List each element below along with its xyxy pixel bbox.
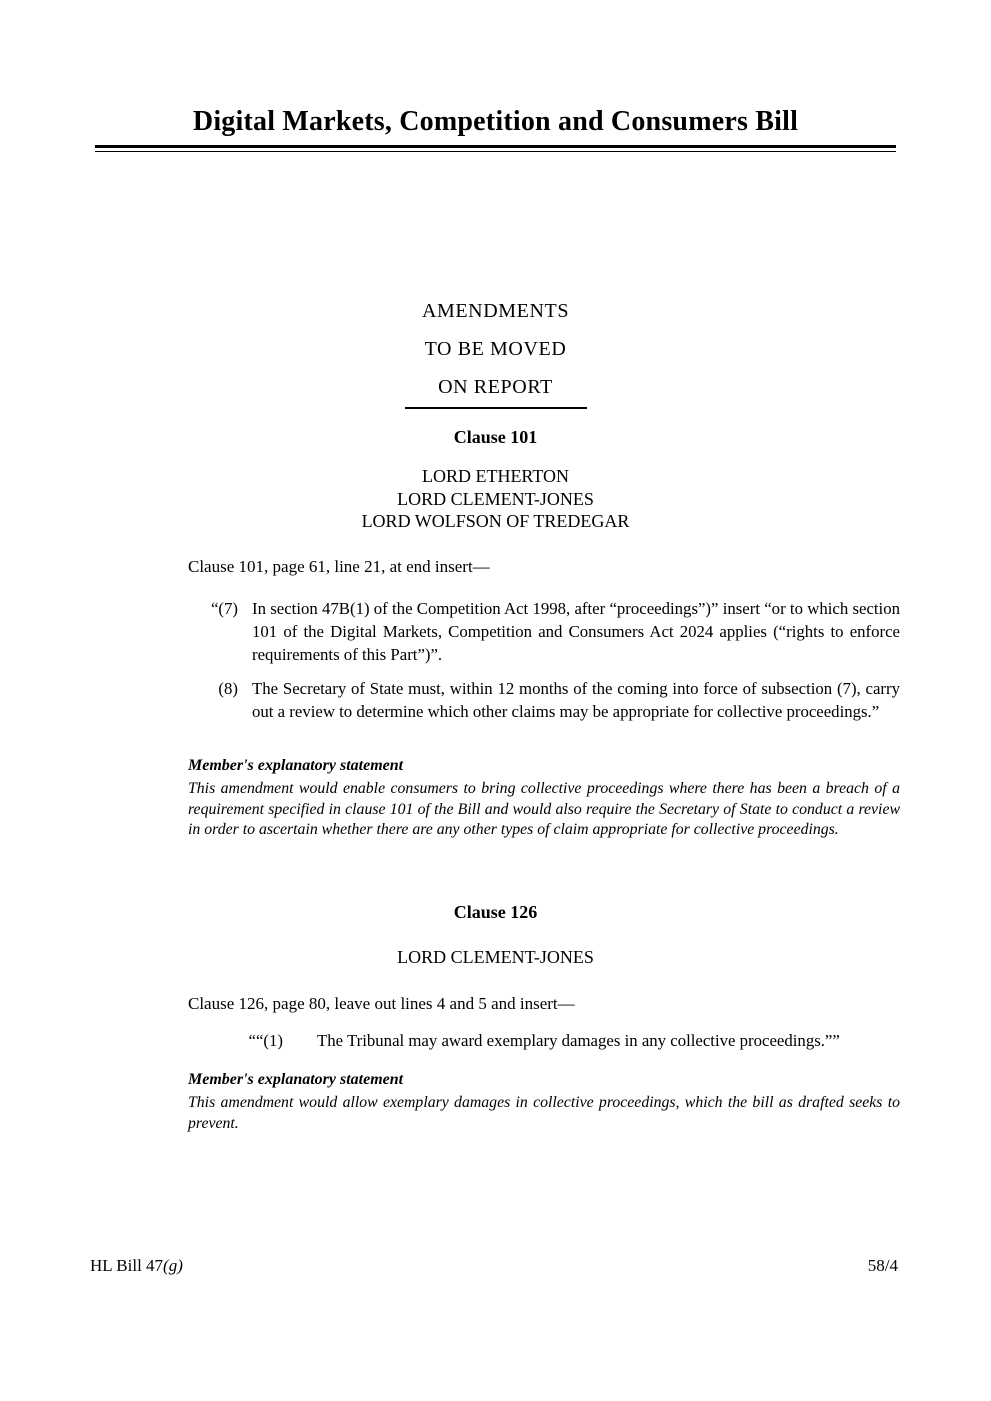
paragraph-text: The Secretary of State must, within 12 months of the coming into force of subsection (7), carry out a review to determine which other claims may be appropriate for collective proceedings.” [252, 679, 900, 721]
sponsor-name: LORD CLEMENT-JONES [397, 488, 594, 509]
title-double-rule [95, 145, 896, 152]
explanatory-statement-text: This amendment would enable consumers to bring collective proceedings where there has been a breach of a requirement specified in clause 101 of the Bill and would also require the Secretary of State to conduct a review in order to ascertain whether there are any other types of claim appropriate for collective proceedings. [188, 780, 900, 839]
heading-rule [405, 407, 587, 409]
heading-line-to-be-moved: TO BE MOVED [424, 338, 567, 360]
sponsor-name: LORD WOLFSON OF TREDEGAR [361, 511, 630, 531]
sponsor-name: LORD CLEMENT-JONES [397, 947, 594, 967]
clause-101-sponsors [0, 465, 991, 533]
explanatory-statement-text: This amendment would allow exemplary damages in collective proceedings, which the bill as drafted seeks to prevent. [188, 1094, 900, 1132]
clause-126-heading: Clause 126 [453, 902, 538, 922]
clause-101-heading: Clause 101 [453, 427, 538, 447]
paragraph-number: ““(1) [248, 1031, 283, 1050]
clause-126-sponsors [0, 946, 991, 969]
footer-session-number: 58/4 [867, 1256, 898, 1275]
paragraph-number: (8) [218, 679, 238, 698]
paragraph-number: “(7) [210, 599, 238, 618]
amendment-paragraph-8 [188, 677, 900, 723]
footer-bill-suffix: (g) [163, 1256, 183, 1275]
explanatory-statement-heading: Member's explanatory statement [188, 757, 404, 774]
paragraph-text: The Tribunal may award exemplary damages in any collective proceedings.”” [317, 1031, 840, 1050]
heading-line-amendments: AMENDMENTS [421, 300, 570, 322]
page-title: Digital Markets, Competition and Consumers Bill [192, 106, 799, 137]
paragraph-text: In section 47B(1) of the Competition Act 1998, after “proceedings”)” insert “or to which section 101 of the Digital Markets, Competition and Consumers Act 2024 applies (“rights to enforce requirements of this Part”)”. [252, 599, 900, 664]
heading-line-on-report: ON REPORT [438, 376, 553, 398]
clause-101-instruction: Clause 101, page 61, line 21, at end insert— [188, 557, 490, 576]
amendment-paragraph-7 [188, 597, 900, 666]
page-footer [90, 1256, 898, 1276]
sponsor-name: LORD ETHERTON [421, 466, 570, 486]
amendment-paragraph-1 [188, 1029, 900, 1052]
footer-bill-number: HL Bill 47 [90, 1256, 164, 1275]
footer-bill-reference [90, 1256, 183, 1276]
clause-126-instruction: Clause 126, page 80, leave out lines 4 and 5 and insert— [188, 994, 575, 1013]
amendments-heading [0, 301, 991, 409]
explanatory-statement-heading: Member's explanatory statement [188, 1071, 404, 1088]
